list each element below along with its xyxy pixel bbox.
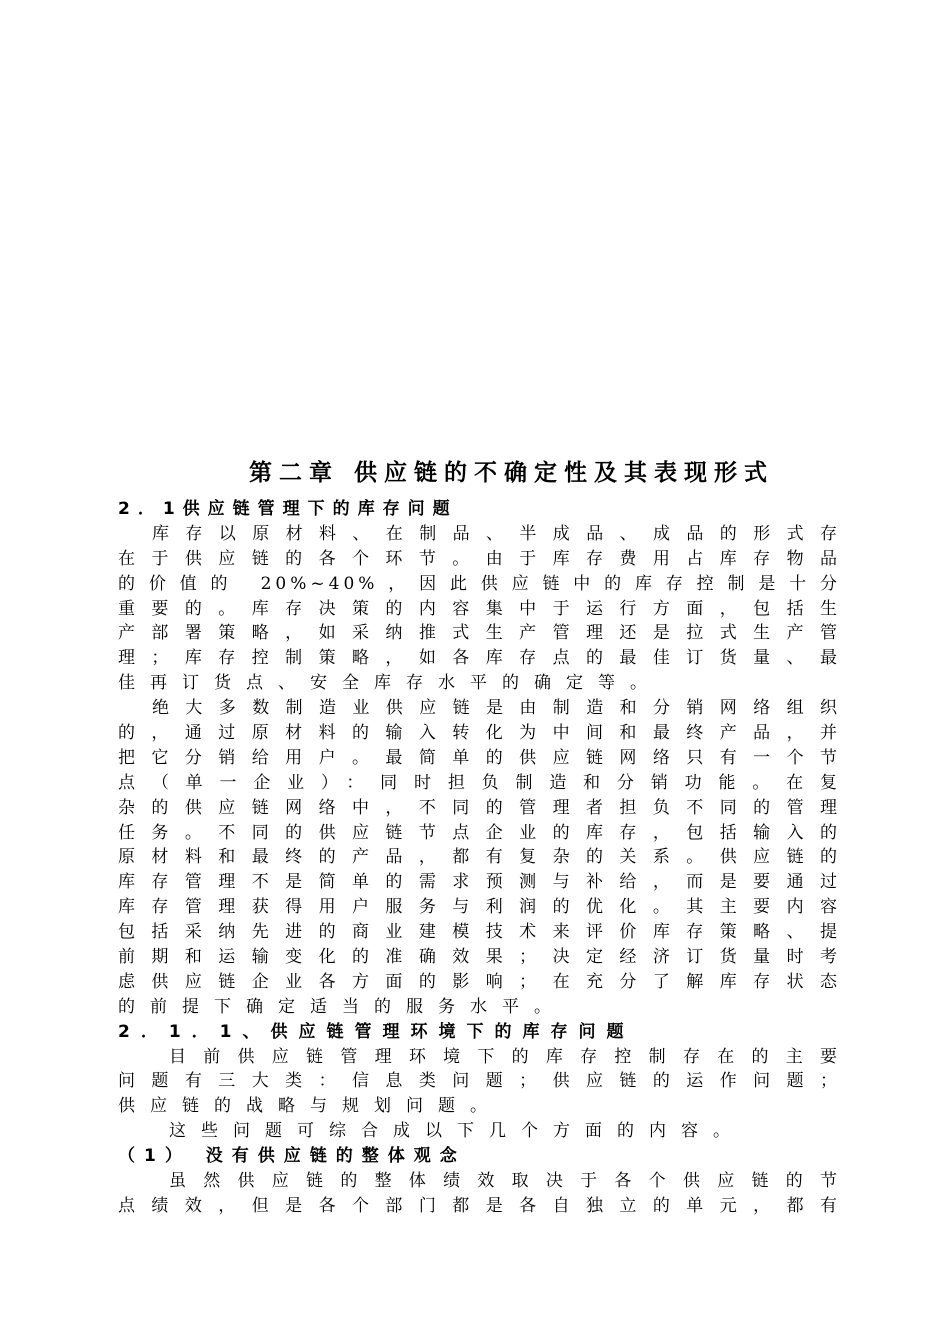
paragraph-line: 点（单一企业）：同时担负制造和分销功能。在复 — [118, 772, 841, 793]
paragraph-line: 虽然供应链的整体绩效取决于各个供应链的节 — [169, 1171, 841, 1192]
paragraph-line: 库存管理不是简单的需求预测与补给，而是要通过 — [118, 872, 841, 893]
paragraph-line: 原材料和最终的产品，都有复杂的关系。供应链的 — [118, 847, 841, 868]
paragraph-line: 供应链的战略与规划问题。 — [118, 1096, 502, 1117]
paragraph-line: 库存以原材料、在制品、半成品、成品的形式存 — [152, 523, 841, 544]
paragraph-line: 这些问题可综合成以下几个方面的内容。 — [169, 1121, 745, 1142]
paragraph-line: 目前供应链管理环境下的库存控制存在的主要 — [169, 1046, 841, 1067]
paragraph-line: 在于供应链的各个环节。由于库存费用占库存物品 — [118, 548, 841, 569]
section-heading: 2．1．1、供应链管理环境下的库存问题 — [118, 1021, 635, 1042]
paragraph-line: 虑供应链企业各方面的影响；在充分了解库存状态 — [118, 971, 841, 992]
paragraph-line: 前期和运输变化的准确效果；决定经济订货量时考 — [118, 947, 841, 968]
document-body — [118, 497, 841, 1219]
chapter-title: 第二章 供应链的不确定性及其表现形式 — [248, 460, 774, 486]
paragraph-line: 理；库存控制策略，如各库存点的最佳订货量、最 — [118, 648, 841, 669]
paragraph-line: 问题有三大类：信息类问题；供应链的运作问题； — [118, 1071, 841, 1092]
paragraph-line: 库存管理获得用户服务与利润的优化。其主要内容 — [118, 897, 841, 918]
paragraph-line: 的价值的 20%~40%，因此供应链中的库存控制是十分 — [118, 573, 841, 594]
paragraph-line: 绝大多数制造业供应链是由制造和分销网络组织 — [152, 698, 841, 719]
paragraph-line: 佳再订货点、安全库存水平的确定等。 — [118, 673, 662, 694]
paragraph-line: 重要的。库存决策的内容集中于运行方面，包括生 — [118, 598, 841, 619]
subsection-heading: （1） 没有供应链的整体观念 — [118, 1146, 466, 1167]
paragraph-line: 把它分销给用户。最简单的供应链网络只有一个节 — [118, 747, 841, 768]
paragraph-line: 产部署策略，如采纳推式生产管理还是拉式生产管 — [118, 623, 841, 644]
paragraph-line: 的前提下确定适当的服务水平。 — [118, 996, 566, 1017]
section-heading: 2．1供应链管理下的库存问题 — [118, 499, 458, 519]
paragraph-line: 的，通过原材料的输入转化为中间和最终产品，并 — [118, 723, 841, 744]
paragraph-line: 点绩效，但是各个部门都是各自独立的单元，都有 — [118, 1195, 841, 1216]
paragraph-line: 杂的供应链网络中，不同的管理者担负不同的管理 — [118, 797, 841, 818]
paragraph-line: 包括采纳先进的商业建模技术来评价库存策略、提 — [118, 922, 841, 943]
paragraph-line: 任务。不同的供应链节点企业的库存，包括输入的 — [118, 822, 841, 843]
